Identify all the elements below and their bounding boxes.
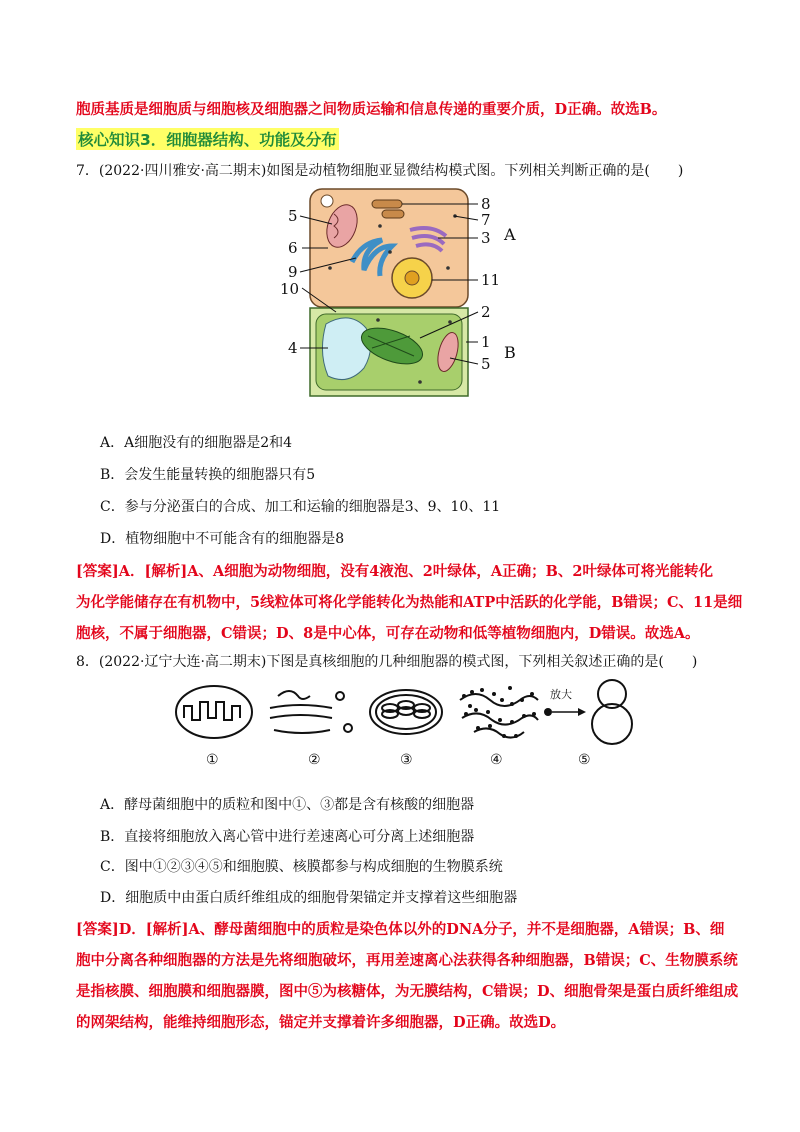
q7-option-c: C．参与分泌蛋白的合成、加工和运输的细胞器是3、9、10、11 [100, 499, 501, 515]
q7-option-b: B．会发生能量转换的细胞器只有5 [100, 467, 316, 483]
organelle-label-5: ⑤ [578, 752, 591, 768]
organelle-label-1: ① [206, 752, 219, 768]
q7-option-d: D．植物细胞中不可能含有的细胞器是8 [100, 531, 345, 547]
q8-answer-line-2: 胞中分离各种细胞器的方法是先将细胞破坏，再用差速离心法获得各种细胞器，B错误；C、生物膜系统 [76, 952, 738, 969]
label-9: 9 [288, 263, 298, 281]
label-2: 2 [481, 303, 491, 321]
q8-answer-line-3: 是指核膜、细胞膜和细胞器膜，图中⑤为核糖体，为无膜结构，C错误；D、细胞骨架是蛋白质纤维组成 [76, 983, 739, 1000]
label-8: 8 [481, 195, 491, 213]
q8-answer-line-4: 的网架结构，能维持细胞形态，锚定并支撑着许多细胞器，D正确。故选D。 [76, 1014, 566, 1031]
label-10: 10 [280, 280, 300, 298]
q8-option-c: C．图中①②③④⑤和细胞膜、核膜都参与构成细胞的生物膜系统 [100, 859, 503, 875]
q8-option-d: D．细胞质中由蛋白质纤维组成的细胞骨架锚定并支撑着这些细胞器 [100, 890, 518, 906]
label-11: 11 [481, 271, 501, 289]
organelle-label-4: ④ [490, 752, 503, 768]
q7-stem-text: 7．(2022·四川雅安·高二期末)如图是动植物细胞亚显微结构模式图。下列相关判断正确的是( [76, 163, 650, 179]
cell-b-label: B [504, 343, 516, 362]
label-1: 1 [481, 333, 491, 351]
q7-option-a: A．A细胞没有的细胞器是2和4 [100, 435, 293, 451]
q7-answer-line-3: 胞核，不属于细胞器，C错误；D、8是中心体，可存在动物和低等植物细胞内，D错误。故选A。 [76, 625, 700, 642]
q8-paren-close: ) [691, 654, 698, 670]
organelle-label-3: ③ [400, 752, 413, 768]
cell-diagram [270, 186, 530, 400]
label-7: 7 [481, 211, 491, 229]
zoom-label: 放大 [550, 688, 572, 701]
section-heading: 核心知识3．细胞器结构、功能及分布 [76, 128, 339, 150]
q7-paren-close: ) [677, 163, 684, 179]
label-6: 6 [288, 239, 298, 257]
label-5-b: 5 [481, 355, 491, 373]
q7-answer-line-1: [答案]A．[解析]A、A细胞为动物细胞，没有4液泡、2叶绿体，A正确；B、2叶绿体可将光能转化 [76, 563, 713, 580]
q7-answer-line-2: 为化学能储存在有机物中，5线粒体可将化学能转化为热能和ATP中活跃的化学能，B错误；C、11是细 [76, 594, 743, 611]
q8-stem-text: 8．(2022·辽宁大连·高二期末)下图是真核细胞的几种细胞器的模式图，下列相关叙述正确的是( [76, 654, 664, 670]
q8-option-a: A．酵母菌细胞中的质粒和图中①、③都是含有核酸的细胞器 [100, 797, 475, 813]
label-5-a: 5 [288, 207, 298, 225]
organelle-diagram [170, 678, 650, 770]
organelle-label-2: ② [308, 752, 321, 768]
previous-answer-text: 胞质基质是细胞质与细胞核及细胞器之间物质运输和信息传递的重要介质，D正确。故选B。 [76, 101, 667, 118]
q8-answer-line-1: [答案]D．[解析]A、酵母菌细胞中的质粒是染色体以外的DNA分子，并不是细胞器，A错误；B、细 [76, 921, 725, 938]
q7-stem [76, 160, 726, 180]
q8-stem [76, 651, 726, 671]
cell-a-label: A [504, 225, 516, 244]
label-3: 3 [481, 229, 491, 247]
label-4: 4 [288, 339, 298, 357]
q8-option-b: B．直接将细胞放入离心管中进行差速离心可分离上述细胞器 [100, 829, 475, 845]
